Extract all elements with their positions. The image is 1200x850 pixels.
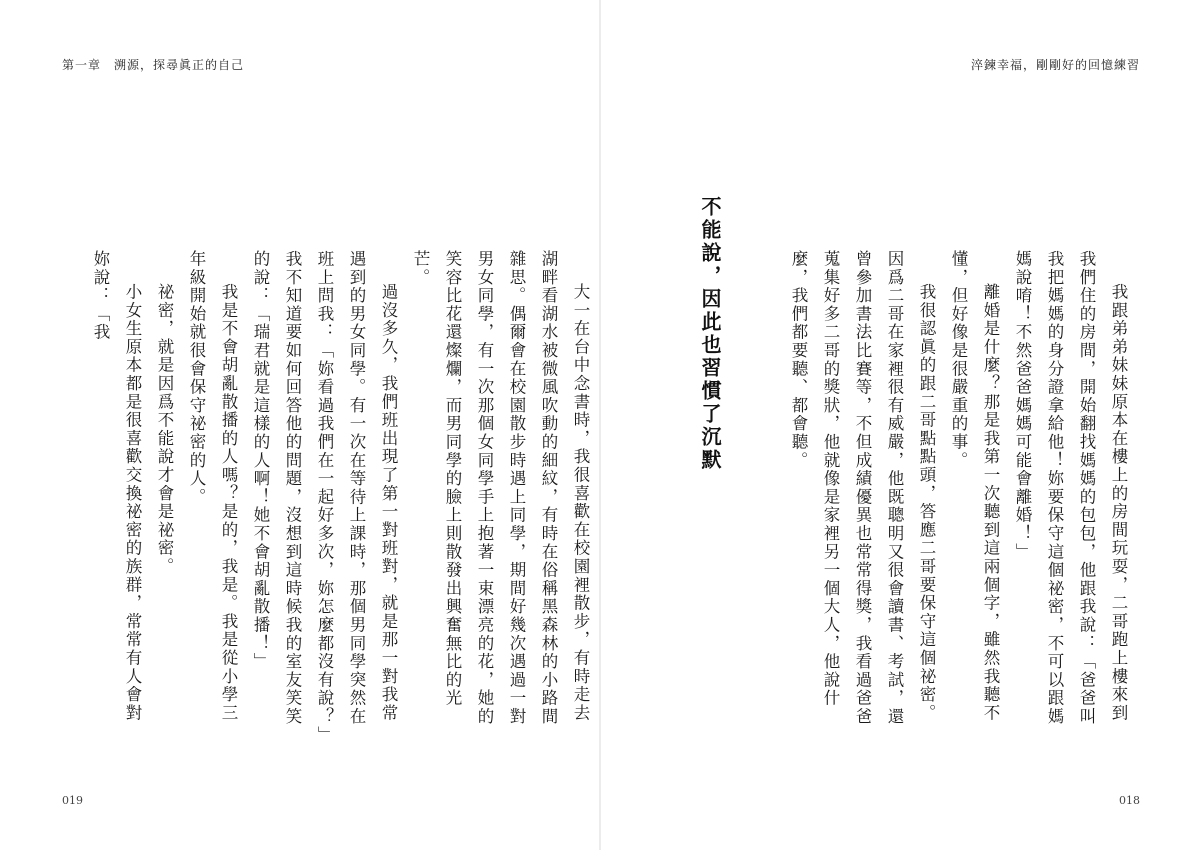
left-page-body xyxy=(91,250,596,740)
right-paragraph-1: 我跟弟弟妹妹原本在樓上的房間玩耍，二哥跑上樓來到我們住的房間，開始翻找媽媽的包包，他跟我說：「爸爸叫我把媽媽的身分證拿給他！妳要保守這個祕密，不可以跟媽媽說唷！不然爸爸媽媽可能會離婚！」 xyxy=(1013,250,1128,726)
right-page-number: 018 xyxy=(1119,794,1140,807)
left-paragraph-1: 大一在台中念書時，我很喜歡在校園裡散步，有時走去湖畔看湖水被微風吹動的細紋，有時在俗稱黑森林的小路間雜思。偶爾會在校園散步時遇上同學，期間好幾次遇過一對男女同學，有一次那個女同學手上抱著一束漂亮的花，她的笑容比花還燦爛，而男同學的臉上則散發出興奮無比的光芒。 xyxy=(411,250,590,726)
left-page-number: 019 xyxy=(62,794,83,807)
page-gutter xyxy=(599,0,601,850)
section-heading: 不能說，因此也習慣了沉默 xyxy=(698,196,722,472)
left-paragraph-2: 過沒多久，我們班出現了第一對班對，就是那一對我常遇到的男女同學。有一次在等待上課時，那個男同學突然在班上問我：「妳看過我們在一起好多次，妳怎麼都沒有說？」我不知道要如何回答他的問題，沒想到這時候我的室友笑笑的說：「瑞君就是這樣的人啊！她不會胡亂散播！」 xyxy=(251,250,398,736)
right-running-head: 淬鍊幸福，剛剛好的回憶練習 xyxy=(970,58,1140,72)
right-paragraph-2: 離婚是什麼？那是我第一次聽到這兩個字，雖然我聽不懂，但好像是很嚴重的事。 xyxy=(949,250,1000,723)
left-paragraph-5: 小女生原本都是很喜歡交換祕密的族群，常常有人會對妳說：「我 xyxy=(91,250,142,723)
right-page-body xyxy=(679,250,1134,740)
left-running-head: 第一章 溯源，探尋眞正的自己 xyxy=(62,58,245,72)
right-paragraph-3: 我很認眞的跟二哥點點頭，答應二哥要保守這個祕密。因爲二哥在家裡很有威嚴，他既聰明又很會讀書、考試，還曾參加書法比賽等，不但成績優異也常常得獎，我看過爸爸蒐集好多二哥的獎狀，他就像是家裡另一個大人，他說什麼，我們都要聽、都會聽。 xyxy=(789,250,936,726)
left-paragraph-3: 我是不會胡亂散播的人嗎？是的，我是。我是從小學三年級開始就很會保守祕密的人。 xyxy=(187,250,238,723)
left-paragraph-4: 祕密，就是因爲不能說才會是祕密。 xyxy=(155,283,174,576)
